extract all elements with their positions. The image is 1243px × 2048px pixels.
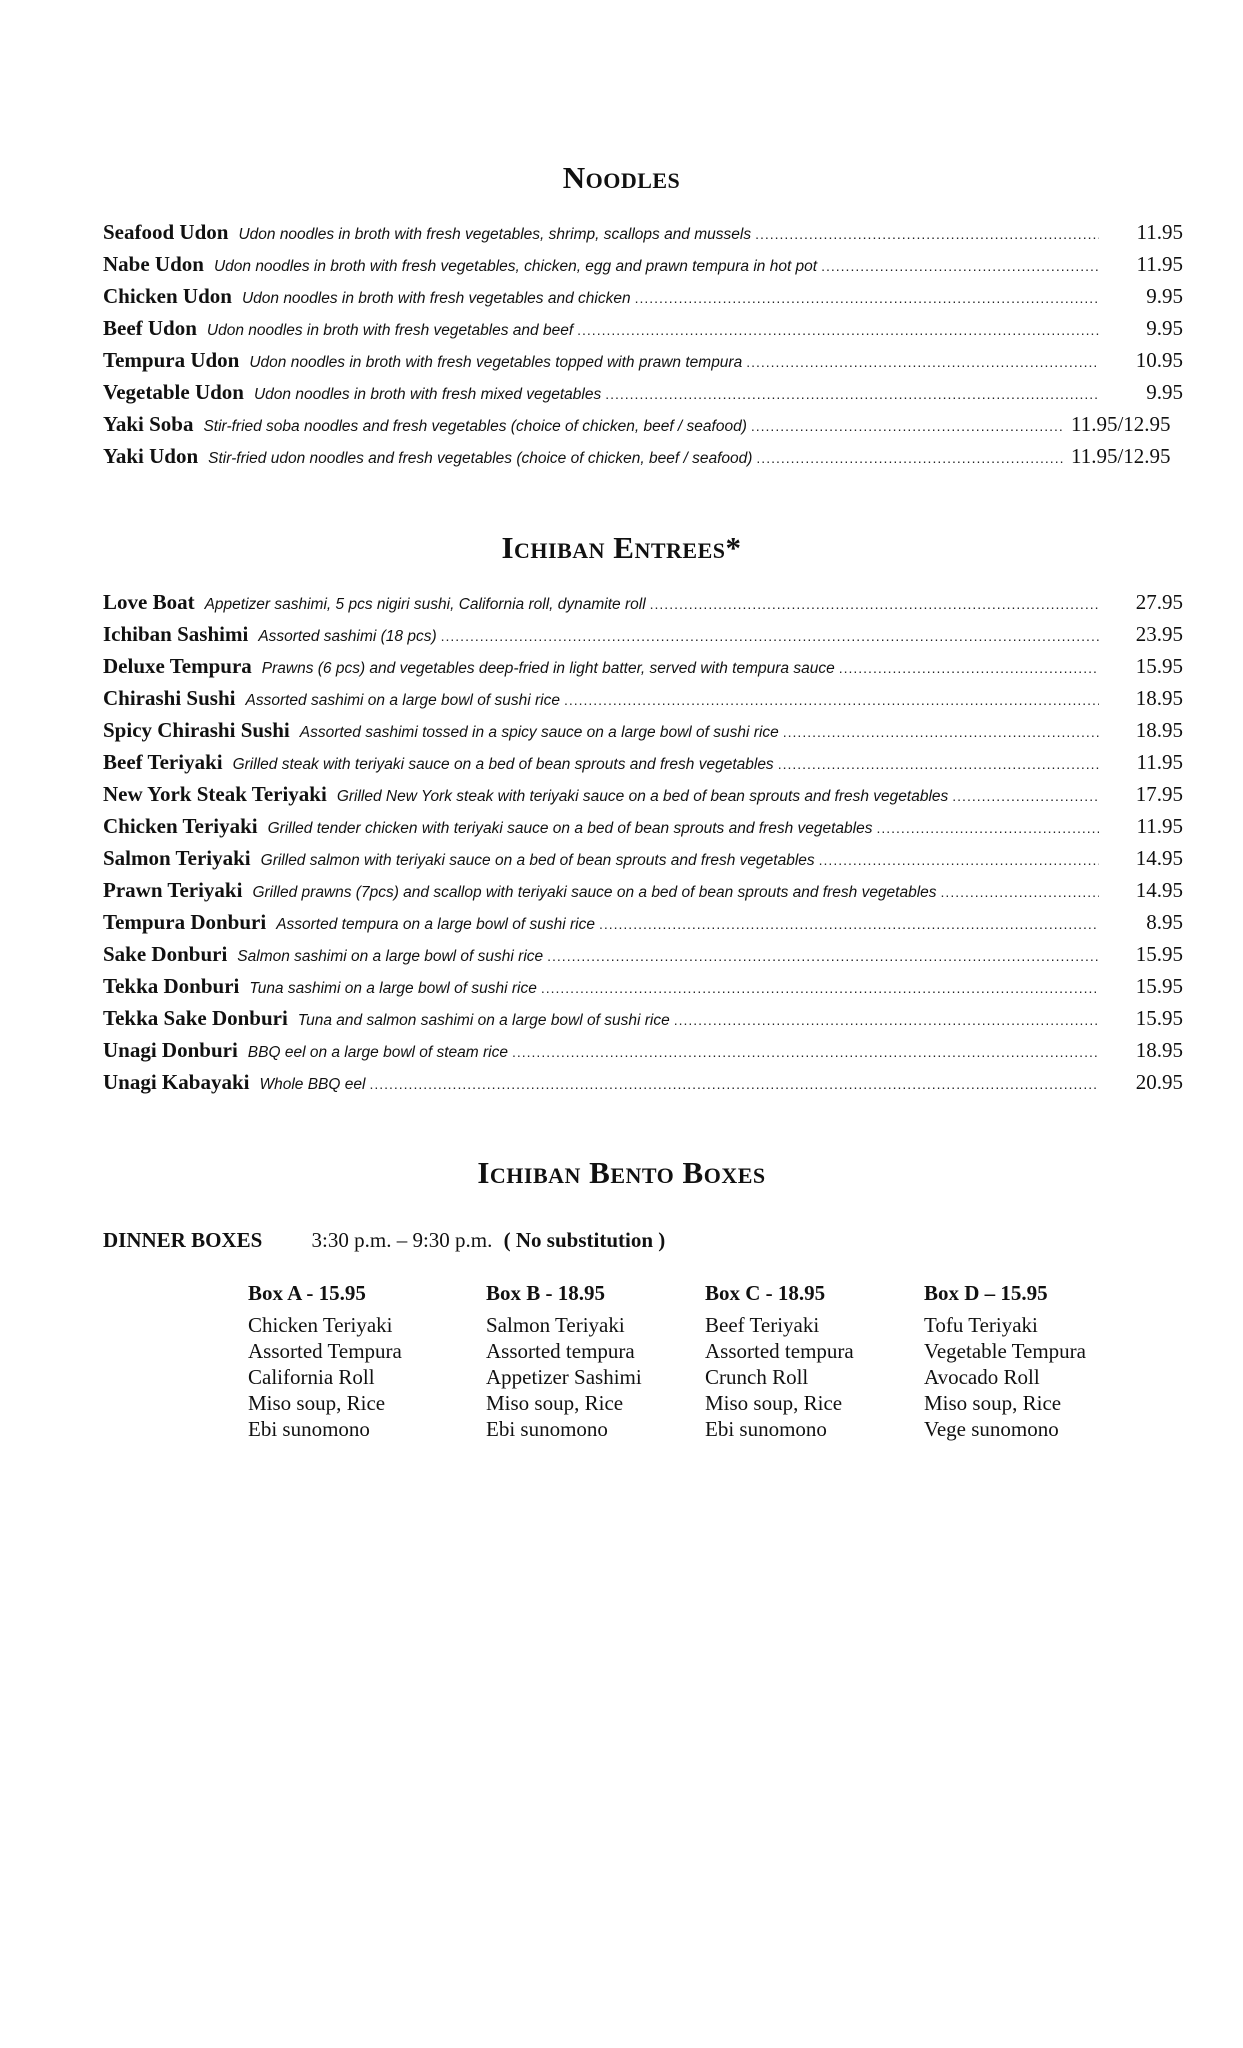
item-name: Unagi Kabayaki	[103, 1070, 250, 1094]
box-item: Ebi sunomono	[486, 1417, 608, 1441]
item-price: 15.95	[1135, 974, 1183, 998]
item-description: Grilled New York steak with teriyaki sauce on a bed of bean sprouts and fresh vegetables	[336, 788, 949, 805]
menu-item	[103, 814, 1183, 846]
menu-item	[103, 380, 1183, 412]
box-item: Avocado Roll	[924, 1365, 1040, 1389]
item-price: 9.95	[1146, 284, 1183, 308]
item-name: Salmon Teriyaki	[103, 846, 251, 870]
menu-item	[103, 942, 1183, 974]
item-price: 27.95	[1135, 590, 1183, 614]
item-price: 11.95	[1136, 750, 1183, 774]
dot-leader	[778, 756, 1099, 772]
dot-leader	[746, 354, 1099, 370]
item-name: Chicken Teriyaki	[103, 814, 258, 838]
item-price: 18.95	[1135, 718, 1183, 742]
item-price: 8.95	[1146, 910, 1183, 934]
item-name: Tempura Udon	[103, 348, 240, 372]
item-description: Grilled salmon with teriyaki sauce on a bed of bean sprouts and fresh vegetables	[260, 852, 815, 869]
box-item: Ebi sunomono	[248, 1417, 370, 1441]
item-price: 14.95	[1135, 846, 1183, 870]
menu-item	[103, 284, 1183, 316]
box-item: Appetizer Sashimi	[486, 1365, 642, 1389]
item-price: 9.95	[1146, 316, 1183, 340]
menu-item	[103, 1070, 1183, 1102]
dot-leader	[952, 788, 1099, 804]
box-item: Vege sunomono	[924, 1417, 1059, 1441]
dot-leader	[756, 450, 1065, 466]
menu-item	[103, 316, 1183, 348]
noodles-list	[103, 220, 1183, 476]
box-item: Miso soup, Rice	[248, 1391, 386, 1415]
item-description: Udon noodles in broth with fresh vegetables and beef	[206, 322, 574, 339]
item-price: 18.95	[1135, 1038, 1183, 1062]
item-price: 9.95	[1146, 380, 1183, 404]
menu-item	[103, 750, 1183, 782]
item-description: Udon noodles in broth with fresh vegetables and chicken	[241, 290, 631, 307]
item-name: Chirashi Sushi	[103, 686, 236, 710]
bento-heading: Ichiban Bento Boxes	[477, 1155, 766, 1190]
box-item: Tofu Teriyaki	[924, 1313, 1038, 1337]
item-description: Tuna sashimi on a large bowl of sushi rice	[249, 980, 537, 997]
item-description: Udon noodles in broth with fresh mixed vegetables	[253, 386, 602, 403]
item-price: 18.95	[1135, 686, 1183, 710]
item-price: 23.95	[1135, 622, 1183, 646]
menu-item	[103, 622, 1183, 654]
item-name: Sake Donburi	[103, 942, 228, 966]
item-price: 11.95/12.95	[1071, 412, 1171, 436]
item-description: Assorted sashimi tossed in a spicy sauce on a large bowl of sushi rice	[299, 724, 779, 741]
box-item: Miso soup, Rice	[486, 1391, 624, 1415]
box-title: Box B - 18.95	[486, 1281, 606, 1305]
item-name: Tempura Donburi	[103, 910, 267, 934]
item-name: Beef Udon	[103, 316, 197, 340]
dot-leader	[635, 290, 1099, 306]
menu-item	[103, 878, 1183, 910]
menu-item	[103, 348, 1183, 380]
box-item: Assorted tempura	[486, 1339, 635, 1363]
entrees-list	[103, 590, 1183, 1102]
item-description: Udon noodles in broth with fresh vegetables, shrimp, scallops and mussels	[238, 226, 752, 243]
menu-item	[103, 1038, 1183, 1070]
item-name: Unagi Donburi	[103, 1038, 238, 1062]
dot-leader	[650, 596, 1099, 612]
dot-leader	[674, 1012, 1099, 1028]
dot-leader	[819, 852, 1099, 868]
item-name: Prawn Teriyaki	[103, 878, 243, 902]
item-price: 15.95	[1135, 942, 1183, 966]
dot-leader	[441, 628, 1099, 644]
bento-box-c	[705, 1280, 854, 1442]
item-description: Assorted tempura on a large bowl of sushi rice	[276, 916, 595, 933]
box-title: Box C - 18.95	[705, 1281, 826, 1305]
item-description: Appetizer sashimi, 5 pcs nigiri sushi, California roll, dynamite roll	[204, 596, 646, 613]
box-item: Salmon Teriyaki	[486, 1313, 625, 1337]
item-price: 11.95/12.95	[1071, 444, 1171, 468]
item-price: 17.95	[1135, 782, 1183, 806]
dot-leader	[512, 1044, 1099, 1060]
box-item: California Roll	[248, 1365, 375, 1389]
item-name: New York Steak Teriyaki	[103, 782, 327, 806]
item-description: Prawns (6 pcs) and vegetables deep-fried in light batter, served with tempura sauce	[261, 660, 835, 677]
box-item: Assorted Tempura	[248, 1339, 402, 1363]
dot-leader	[839, 660, 1099, 676]
menu-item	[103, 686, 1183, 718]
no-substitution-note: ( No substitution )	[503, 1228, 666, 1252]
dot-leader	[577, 322, 1099, 338]
menu-item	[103, 444, 1183, 476]
item-name: Tekka Donburi	[103, 974, 240, 998]
item-name: Ichiban Sashimi	[103, 622, 249, 646]
menu-item	[103, 412, 1183, 444]
item-description: Stir-fried soba noodles and fresh vegetables (choice of chicken, beef / seafood)	[203, 418, 747, 435]
menu-item	[103, 654, 1183, 686]
dinner-hours: 3:30 p.m. – 9:30 p.m.	[311, 1228, 493, 1252]
bento-box-d	[924, 1280, 1086, 1442]
dot-leader	[751, 418, 1065, 434]
entrees-heading: Ichiban Entrees*	[501, 530, 742, 565]
item-price: 15.95	[1135, 1006, 1183, 1030]
item-description: Salmon sashimi on a large bowl of sushi rice	[237, 948, 544, 965]
menu-item	[103, 846, 1183, 878]
item-name: Tekka Sake Donburi	[103, 1006, 288, 1030]
dot-leader	[541, 980, 1099, 996]
bento-box-b	[486, 1280, 642, 1442]
box-item: Chicken Teriyaki	[248, 1313, 393, 1337]
menu-item	[103, 974, 1183, 1006]
dot-leader	[369, 1076, 1099, 1092]
menu-item	[103, 910, 1183, 942]
box-item: Ebi sunomono	[705, 1417, 827, 1441]
box-item: Miso soup, Rice	[705, 1391, 843, 1415]
item-description: Grilled tender chicken with teriyaki sauce on a bed of bean sprouts and fresh vegetables	[267, 820, 873, 837]
dot-leader	[783, 724, 1099, 740]
box-item: Beef Teriyaki	[705, 1313, 820, 1337]
dot-leader	[599, 916, 1099, 932]
item-price: 11.95	[1136, 814, 1183, 838]
dot-leader	[755, 226, 1099, 242]
item-name: Yaki Soba	[103, 412, 194, 436]
item-description: Whole BBQ eel	[259, 1076, 366, 1093]
item-name: Vegetable Udon	[103, 380, 244, 404]
item-name: Beef Teriyaki	[103, 750, 223, 774]
item-name: Nabe Udon	[103, 252, 204, 276]
item-name: Seafood Udon	[103, 220, 229, 244]
bento-box-a	[248, 1280, 402, 1442]
box-title: Box D – 15.95	[924, 1281, 1048, 1305]
menu-item	[103, 782, 1183, 814]
item-price: 20.95	[1135, 1070, 1183, 1094]
menu-item	[103, 718, 1183, 750]
box-item: Crunch Roll	[705, 1365, 809, 1389]
item-description: Stir-fried udon noodles and fresh vegetables (choice of chicken, beef / seafood)	[208, 450, 753, 467]
noodles-heading: Noodles	[562, 160, 681, 195]
item-name: Deluxe Tempura	[103, 654, 252, 678]
item-name: Spicy Chirashi Sushi	[103, 718, 290, 742]
dot-leader	[821, 258, 1099, 274]
item-name: Yaki Udon	[103, 444, 199, 468]
box-item: Vegetable Tempura	[924, 1339, 1086, 1363]
dot-leader	[605, 386, 1099, 402]
dinner-boxes-label: DINNER BOXES	[103, 1228, 263, 1252]
dinner-boxes-line	[103, 1228, 665, 1253]
menu-item	[103, 252, 1183, 284]
item-description: Udon noodles in broth with fresh vegetables topped with prawn tempura	[249, 354, 743, 371]
item-description: Grilled steak with teriyaki sauce on a bed of bean sprouts and fresh vegetables	[232, 756, 774, 773]
item-price: 14.95	[1135, 878, 1183, 902]
item-price: 15.95	[1135, 654, 1183, 678]
item-description: Grilled prawns (7pcs) and scallop with teriyaki sauce on a bed of bean sprouts and fresh vegetables	[252, 884, 937, 901]
item-description: BBQ eel on a large bowl of steam rice	[247, 1044, 508, 1061]
box-title: Box A - 15.95	[248, 1281, 366, 1305]
box-item: Assorted tempura	[705, 1339, 854, 1363]
menu-item	[103, 1006, 1183, 1038]
dot-leader	[547, 948, 1099, 964]
box-item: Miso soup, Rice	[924, 1391, 1062, 1415]
item-description: Assorted sashimi on a large bowl of sushi rice	[245, 692, 560, 709]
menu-item	[103, 220, 1183, 252]
item-price: 10.95	[1135, 348, 1183, 372]
item-description: Tuna and salmon sashimi on a large bowl of sushi rice	[297, 1012, 670, 1029]
item-name: Chicken Udon	[103, 284, 232, 308]
item-price: 11.95	[1136, 220, 1183, 244]
item-description: Udon noodles in broth with fresh vegetables, chicken, egg and prawn tempura in hot pot	[213, 258, 818, 275]
item-description: Assorted sashimi (18 pcs)	[258, 628, 437, 645]
dot-leader	[876, 820, 1099, 836]
menu-item	[103, 590, 1183, 622]
dot-leader	[564, 692, 1099, 708]
item-name: Love Boat	[103, 590, 195, 614]
item-price: 11.95	[1136, 252, 1183, 276]
dot-leader	[941, 884, 1099, 900]
